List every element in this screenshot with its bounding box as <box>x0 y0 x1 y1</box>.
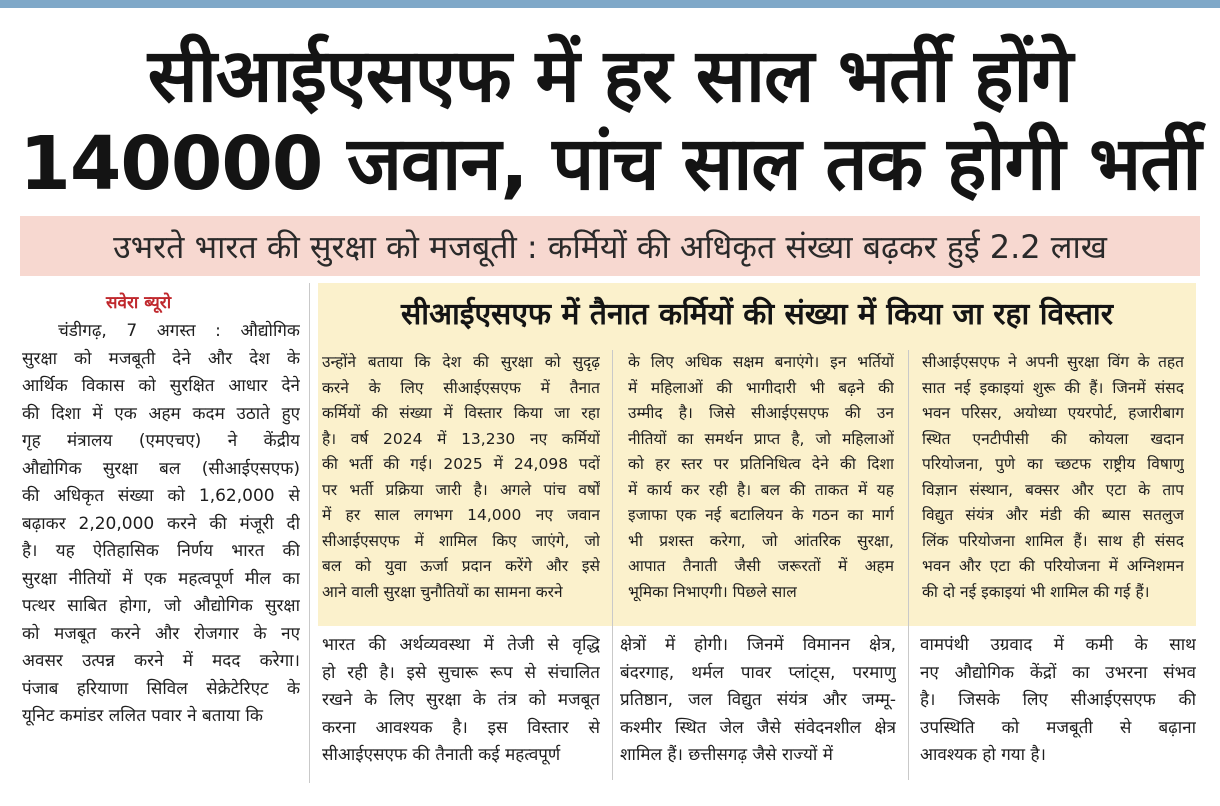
text-line: कश्मीर स्थित जेल जैसे संवेदनशील क्षेत्र <box>620 717 896 738</box>
subheadline: उभरते भारत की सुरक्षा को मजबूती : कर्मियों की अधिकृत संख्या बढ़कर हुई 2.2 लाख <box>20 216 1200 276</box>
text-line: औद्योगिक सुरक्षा बल (सीआईएसएफ) <box>22 458 300 479</box>
text-line: सुरक्षा को मजबूती देने और देश के <box>22 348 300 369</box>
text-line: यूनिट कमांडर ललित पवार ने बताया कि <box>22 706 263 726</box>
text-line: विज्ञान संस्थान, बक्सर और एटा के ताप <box>922 480 1184 499</box>
text-line: में कार्य कर रही है। बल की ताकत में यह <box>628 480 894 499</box>
headline-line-2: 140000 जवान, पांच साल तक होगी भर्ती <box>19 121 1201 207</box>
column-divider <box>309 283 310 783</box>
box-title: सीआईएसएफ में तैनात कर्मियों की संख्या में किया जा रहा विस्तार <box>401 297 1113 332</box>
text-line: है। यह ऐतिहासिक निर्णय भारत की <box>22 541 300 561</box>
text-line: अवसर उत्पन्न करने में मदद करेगा। <box>22 651 300 671</box>
text-line: की अधिकृत संख्या को 1,62,000 से <box>22 486 300 506</box>
text-line: शामिल हैं। छत्तीसगढ़ जैसे राज्यों में <box>620 745 833 765</box>
text-line: आवश्यक हो गया है। <box>920 745 1046 765</box>
text-line: करना आवश्यक है। इस विस्तार से <box>322 717 600 738</box>
text-line: की दिशा में एक अहम कदम उठाते हुए <box>22 403 300 424</box>
text-line: भवन और एटा की परियोजना में अग्निशमन <box>922 557 1184 575</box>
text-line: सात नई इकाइयां शुरू की हैं। जिनमें संसद <box>922 378 1184 397</box>
lower-column-1 <box>322 632 600 770</box>
text-line: भारत की अर्थव्यवस्था में तेजी से वृद्धि <box>322 635 600 655</box>
text-line: के लिए अधिक सक्षम बनाएंगे। इन भर्तियों <box>628 353 894 371</box>
text-line: लिंक परियोजना शामिल हैं। साथ ही संसद <box>922 531 1184 550</box>
text-line: है। वर्ष 2024 में 13,230 नए कर्मियों <box>322 429 600 448</box>
text-line: गृह मंत्रालय (एमएचए) ने केंद्रीय <box>22 431 300 451</box>
text-line: हो रही है। इसे सुचारू रूप से संचालित <box>322 662 600 683</box>
text-line: नीतियों का समर्थन प्राप्त है, जो महिलाओं <box>628 429 894 448</box>
headline-line-1: सीआईएसएफ में हर साल भर्ती होंगे <box>147 33 1073 119</box>
text-line: में महिलाओं की भागीदारी भी बढ़ने की <box>628 378 894 397</box>
text-line: बल को युवा ऊर्जा प्रदान करेंगे और इसे <box>322 557 600 575</box>
column-divider <box>612 350 613 780</box>
text-line: बंदरगाह, थर्मल पावर प्लांट्स, परमाणु <box>620 662 896 683</box>
text-line: की दो नई इकाइयां भी शामिल की गई हैं। <box>922 582 1150 601</box>
text-line: है। जिसके लिए सीआईएसएफ की <box>920 690 1196 710</box>
text-line: चंडीगढ़, 7 अगस्त : औद्योगिक <box>58 321 300 341</box>
text-line: को मजबूत करने और रोजगार के नए <box>22 623 300 644</box>
text-line: कर्मियों की संख्या में विस्तार किया जा रहा <box>322 404 600 422</box>
article-column-1 <box>22 318 300 731</box>
text-line: पर भर्ती प्रक्रिया जारी है। अगले पांच वर्षों <box>322 480 600 499</box>
text-line: उन्होंने बताया कि देश की सुरक्षा को सुदृढ़ <box>322 353 600 371</box>
lower-column-3 <box>920 632 1196 770</box>
text-line: में हर साल लगभग 14,000 नए जवान <box>322 506 600 524</box>
text-line: नए औद्योगिक केंद्रों का उभरना संभव <box>920 662 1196 683</box>
text-line: इजाफा एक नई बटालियन के गठन का मार्ग <box>628 506 894 524</box>
text-line: भवन परिसर, अयोध्या एयरपोर्ट, हजारीबाग <box>922 404 1184 422</box>
lower-column-2 <box>620 632 896 770</box>
text-line: बढ़ाकर 2,20,000 करने की मंजूरी दी <box>22 513 300 534</box>
text-line: भी प्रशस्त करेगा, जो आंतरिक सुरक्षा, <box>628 531 894 550</box>
text-line: सीआईएसएफ ने अपनी सुरक्षा विंग के तहत <box>922 353 1184 371</box>
top-rule <box>0 0 1220 8</box>
text-line: पत्थर साबित होगा, जो औद्योगिक सुरक्षा <box>22 596 300 616</box>
text-line: विद्युत संयंत्र और मंडी की ब्यास सतलुज <box>922 506 1184 524</box>
text-line: की भर्ती की गई। 2025 में 24,098 पदों <box>322 455 600 473</box>
text-line: सीआईएसएफ में शामिल किए जाएंगे, जो <box>322 531 600 550</box>
text-line: परियोजना, पुणे का च्छटफ राष्ट्रीय विषाणु <box>922 455 1184 473</box>
text-line: वामपंथी उग्रवाद में कमी के साथ <box>920 635 1196 655</box>
text-line: आपात तैनाती जैसी जरूरतों में अहम <box>628 557 894 575</box>
text-line: सीआईएसएफ की तैनाती कई महत्वपूर्ण <box>322 745 561 765</box>
text-line: उपस्थिति को मजबूती से बढ़ाना <box>920 717 1196 738</box>
text-line: को हर स्तर पर प्रतिनिधित्व देने की दिशा <box>628 455 894 473</box>
text-line: रखने के लिए सुरक्षा के तंत्र को मजबूत <box>322 690 600 710</box>
text-line: क्षेत्रों में होगी। जिनमें विमानन क्षेत्र, <box>620 635 896 655</box>
text-line: पंजाब हरियाणा सिविल सेक्रेटेरिएट के <box>22 678 300 699</box>
text-line: भूमिका निभाएगी। पिछले साल <box>628 582 797 601</box>
box-column-2 <box>628 350 894 605</box>
text-line: करने के लिए सीआईएसएफ में तैनात <box>322 378 600 397</box>
text-line: आर्थिक विकास को सुरक्षित आधार देने <box>22 376 300 396</box>
text-line: स्थित एनटीपीसी की कोयला खदान <box>922 429 1184 448</box>
text-line: प्रतिष्ठान, जल विद्युत संयंत्र और जम्मू- <box>620 690 896 710</box>
byline: सवेरा ब्यूरो <box>106 293 172 313</box>
text-line: उम्मीद है। जिसे सीआईएसएफ की उन <box>628 404 894 422</box>
column-divider <box>908 350 909 780</box>
text-line: आने वाली सुरक्षा चुनौतियों का सामना करने <box>322 582 563 601</box>
text-line: सुरक्षा नीतियों में एक महत्वपूर्ण मील का <box>22 568 300 589</box>
box-column-1 <box>322 350 600 605</box>
box-column-3 <box>922 350 1184 605</box>
